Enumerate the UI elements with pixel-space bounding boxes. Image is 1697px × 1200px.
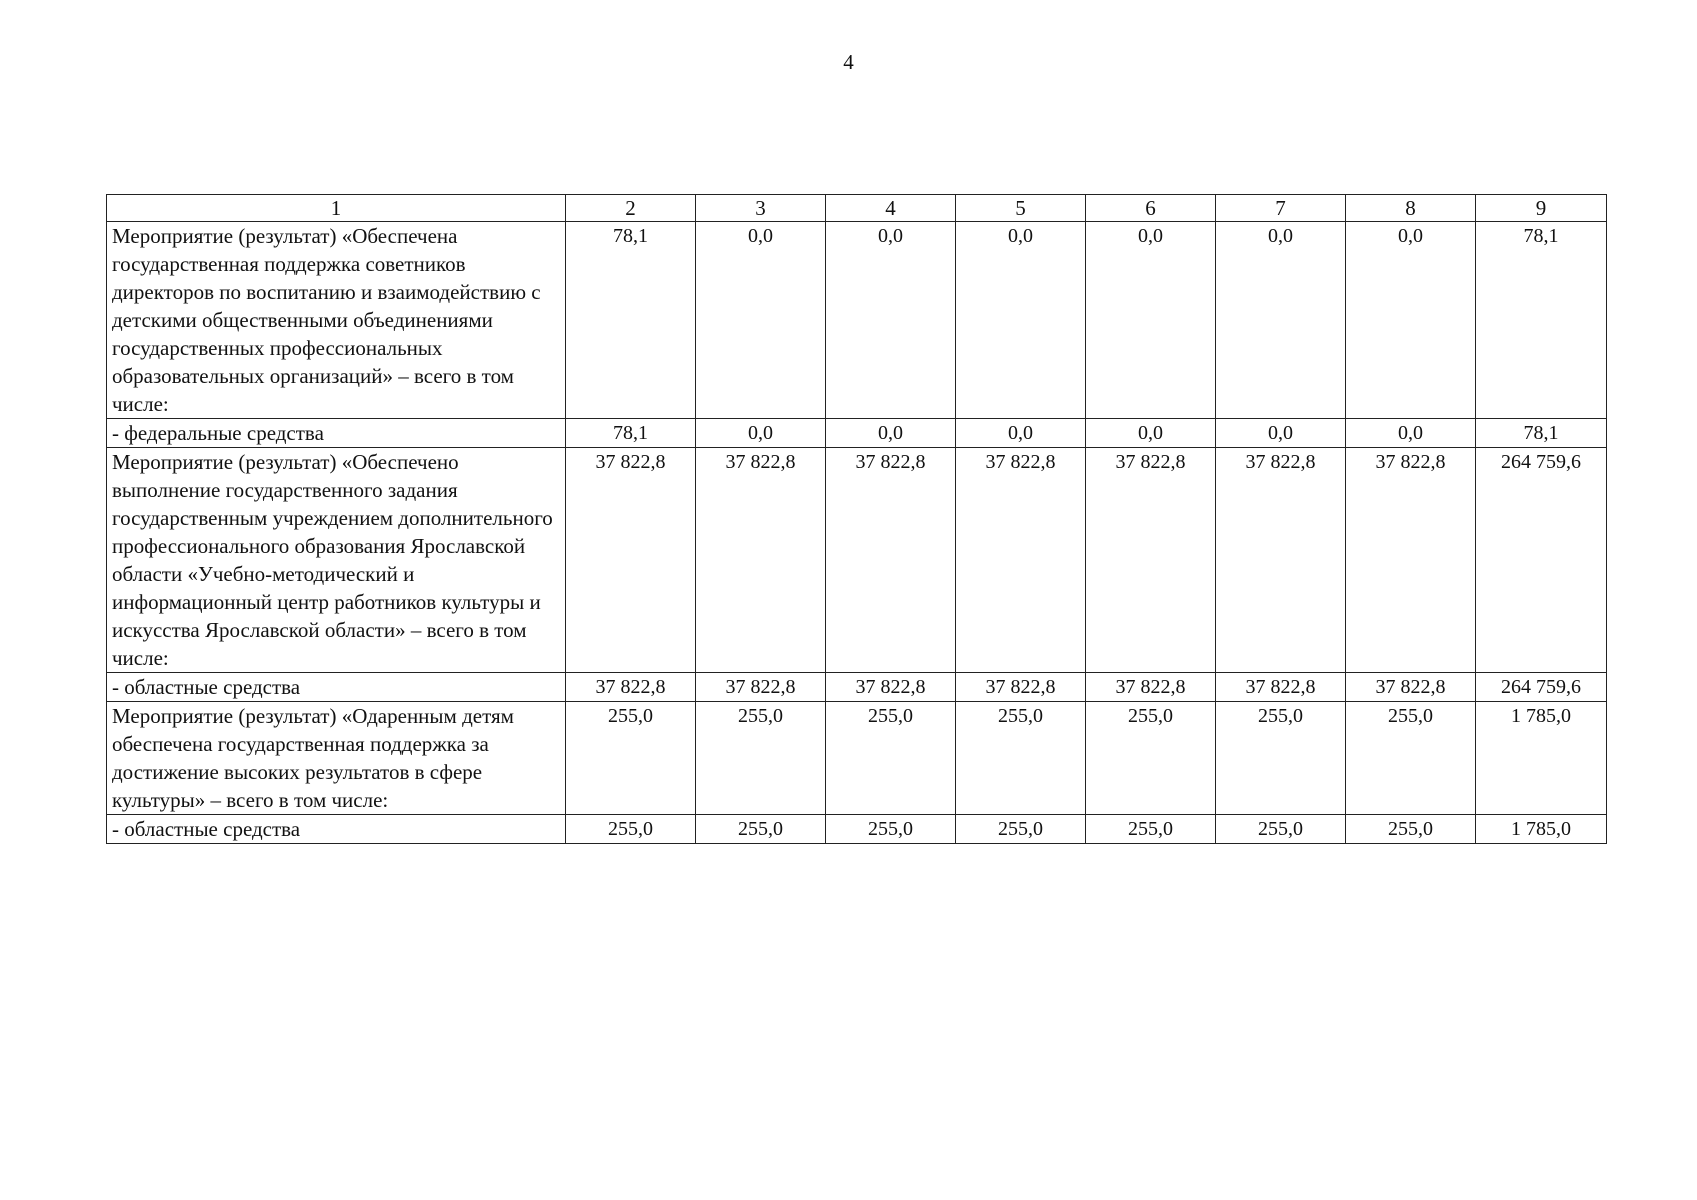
table-row	[107, 419, 1607, 448]
cell-value: 255,0	[566, 815, 696, 844]
cell-value: 37 822,8	[566, 673, 696, 702]
row-label: Мероприятие (результат) «Обеспечена государственная поддержка советников директоров по воспитанию и взаимодействию с детскими общественными объединениями государственных профессиональных образовательных организаций» – всего в том числе:	[107, 222, 566, 419]
column-header: 9	[1476, 195, 1607, 222]
cell-value: 78,1	[566, 419, 696, 448]
cell-value: 0,0	[1216, 222, 1346, 419]
column-header: 3	[696, 195, 826, 222]
table-row	[107, 702, 1607, 815]
cell-total: 78,1	[1476, 222, 1607, 419]
cell-value: 255,0	[1346, 702, 1476, 815]
cell-value: 37 822,8	[696, 448, 826, 673]
row-label: - областные средства	[107, 815, 566, 844]
cell-value: 37 822,8	[826, 673, 956, 702]
cell-value: 255,0	[696, 702, 826, 815]
cell-value: 255,0	[826, 702, 956, 815]
cell-value: 37 822,8	[566, 448, 696, 673]
cell-value: 37 822,8	[826, 448, 956, 673]
cell-value: 255,0	[1086, 702, 1216, 815]
column-header: 1	[107, 195, 566, 222]
cell-value: 255,0	[826, 815, 956, 844]
cell-value: 255,0	[1086, 815, 1216, 844]
cell-value: 255,0	[1216, 702, 1346, 815]
cell-value: 0,0	[1346, 222, 1476, 419]
table-row	[107, 448, 1607, 673]
cell-total: 1 785,0	[1476, 815, 1607, 844]
cell-value: 37 822,8	[1086, 448, 1216, 673]
funding-table	[106, 194, 1607, 844]
column-header: 5	[956, 195, 1086, 222]
cell-value: 0,0	[696, 419, 826, 448]
cell-value: 0,0	[956, 222, 1086, 419]
cell-value: 255,0	[1216, 815, 1346, 844]
column-header: 4	[826, 195, 956, 222]
cell-value: 255,0	[956, 815, 1086, 844]
row-label: - областные средства	[107, 673, 566, 702]
cell-value: 0,0	[956, 419, 1086, 448]
cell-value: 37 822,8	[1216, 673, 1346, 702]
cell-total: 264 759,6	[1476, 448, 1607, 673]
column-header: 2	[566, 195, 696, 222]
cell-value: 0,0	[1346, 419, 1476, 448]
table-row	[107, 673, 1607, 702]
cell-value: 37 822,8	[1346, 448, 1476, 673]
cell-total: 1 785,0	[1476, 702, 1607, 815]
cell-value: 37 822,8	[956, 673, 1086, 702]
column-header: 6	[1086, 195, 1216, 222]
cell-value: 37 822,8	[1216, 448, 1346, 673]
cell-value: 255,0	[1346, 815, 1476, 844]
cell-value: 255,0	[696, 815, 826, 844]
table-row	[107, 222, 1607, 419]
table-row	[107, 815, 1607, 844]
row-label: Мероприятие (результат) «Обеспечено выполнение государственного задания государственным учреждением дополнительного профессионального образования Ярославской области «Учебно-методический и информационный центр работников культуры и искусства Ярославской области» – всего в том числе:	[107, 448, 566, 673]
column-header: 7	[1216, 195, 1346, 222]
page-number: 4	[843, 50, 854, 74]
cell-total: 264 759,6	[1476, 673, 1607, 702]
cell-value: 78,1	[566, 222, 696, 419]
header-row	[107, 195, 1607, 222]
cell-value: 255,0	[956, 702, 1086, 815]
cell-value: 37 822,8	[1346, 673, 1476, 702]
column-header: 8	[1346, 195, 1476, 222]
cell-value: 0,0	[696, 222, 826, 419]
cell-value: 37 822,8	[696, 673, 826, 702]
cell-value: 0,0	[826, 222, 956, 419]
cell-total: 78,1	[1476, 419, 1607, 448]
cell-value: 37 822,8	[956, 448, 1086, 673]
cell-value: 0,0	[1086, 419, 1216, 448]
row-label: Мероприятие (результат) «Одаренным детям обеспечена государственная поддержка за достижение высоких результатов в сфере культуры» – всего в том числе:	[107, 702, 566, 815]
cell-value: 0,0	[1086, 222, 1216, 419]
row-label: - федеральные средства	[107, 419, 566, 448]
cell-value: 0,0	[826, 419, 956, 448]
cell-value: 37 822,8	[1086, 673, 1216, 702]
cell-value: 0,0	[1216, 419, 1346, 448]
cell-value: 255,0	[566, 702, 696, 815]
